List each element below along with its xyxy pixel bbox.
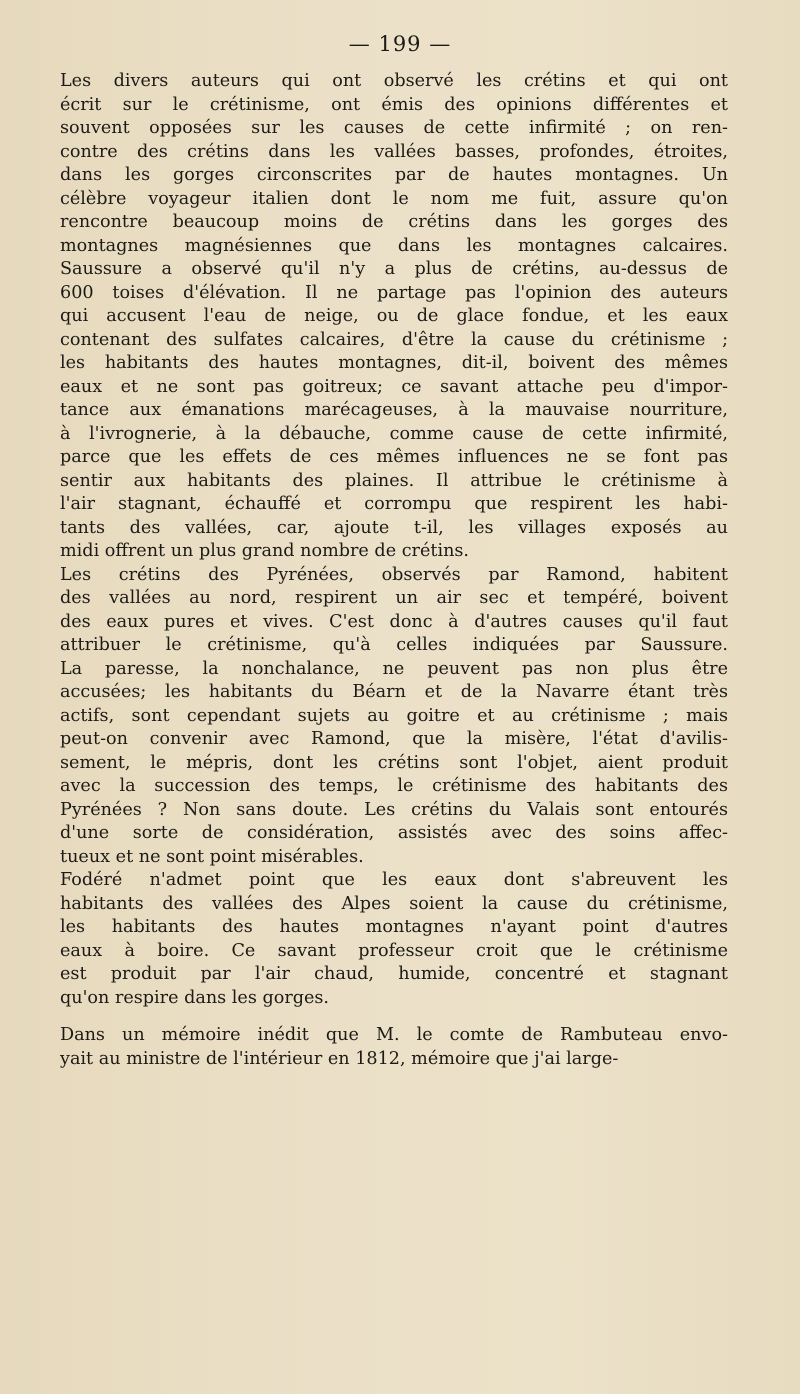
- text-line: souvent opposées sur les causes de cette infirmité ; on ren-: [60, 118, 728, 138]
- text-line: actifs, sont cependant sujets au goitre et au crétinisme ; mais: [60, 705, 728, 726]
- page-number: — 199 —: [348, 32, 452, 56]
- text-line: les habitants des hautes montagnes, dit-il, boivent des mêmes: [60, 353, 728, 373]
- text-line: peut-on convenir avec Ramond, que la misère, l'état d'avilis-: [60, 729, 728, 749]
- text-line: avec la succession des temps, le crétinisme des habitants des: [60, 776, 728, 796]
- text-line: dans les gorges circonscrites par de hautes montagnes. Un: [60, 165, 728, 185]
- text-line: qui accusent l'eau de neige, ou de glace fondue, et les eaux: [60, 306, 728, 326]
- text-line: sement, le mépris, dont les crétins sont l'objet, aient produit: [60, 752, 728, 773]
- body-text: [60, 70, 728, 1071]
- text-line: qu'on respire dans les gorges.: [60, 987, 330, 1008]
- text-line: sentir aux habitants des plaines. Il attribue le crétinisme à: [60, 470, 728, 491]
- text-line: des eaux pures et vives. C'est donc à d'autres causes qu'il faut: [60, 611, 728, 632]
- text-line: 600 toises d'élévation. Il ne partage pas l'opinion des auteurs: [60, 282, 728, 303]
- text-line: eaux et ne sont pas goitreux; ce savant attache peu d'impor-: [60, 376, 728, 397]
- text-line: célèbre voyageur italien dont le nom me fuit, assure qu'on: [60, 188, 728, 209]
- text-line: eaux à boire. Ce savant professeur croit que le crétinisme: [60, 940, 728, 961]
- text-line: La paresse, la nonchalance, ne peuvent pas non plus être: [60, 658, 728, 679]
- text-line: Les divers auteurs qui ont observé les crétins et qui ont: [60, 71, 728, 91]
- text-line: Les crétins des Pyrénées, observés par Ramond, habitent: [60, 564, 728, 585]
- paragraph-gap: [60, 1010, 728, 1024]
- text-line: l'air stagnant, échauffé et corrompu que respirent les habi-: [60, 494, 728, 514]
- text-line: midi offrent un plus grand nombre de crétins.: [60, 541, 470, 561]
- text-line: yait au ministre de l'intérieur en 1812, mémoire que j'ai large-: [60, 1048, 619, 1069]
- text-line: rencontre beaucoup moins de crétins dans les gorges des: [60, 212, 728, 232]
- text-line: est produit par l'air chaud, humide, concentré et stagnant: [60, 964, 728, 984]
- text-line: habitants des vallées des Alpes soient la cause du crétinisme,: [60, 893, 728, 914]
- text-line: accusées; les habitants du Béarn et de la Navarre étant très: [60, 682, 728, 702]
- paragraph: [60, 869, 728, 1010]
- text-line: tance aux émanations marécageuses, à la mauvaise nourriture,: [60, 400, 728, 420]
- text-line: contenant des sulfates calcaires, d'être la cause du crétinisme ;: [60, 329, 728, 350]
- text-line: montagnes magnésiennes que dans les montagnes calcaires.: [60, 235, 728, 256]
- text-line: écrit sur le crétinisme, ont émis des opinions différentes et: [60, 94, 728, 115]
- paragraph: [60, 1024, 728, 1071]
- text-line: Pyrénées ? Non sans doute. Les crétins du Valais sont entourés: [60, 799, 728, 820]
- paragraph: [60, 70, 728, 564]
- text-line: attribuer le crétinisme, qu'à celles indiquées par Saussure.: [60, 635, 728, 655]
- text-line: Dans un mémoire inédit que M. le comte de Rambuteau envo-: [60, 1025, 728, 1045]
- text-line: Saussure a observé qu'il n'y a plus de crétins, au-dessus de: [60, 259, 728, 279]
- text-line: parce que les effets de ces mêmes influences ne se font pas: [60, 447, 728, 467]
- text-line: à l'ivrognerie, à la débauche, comme cause de cette infirmité,: [60, 423, 728, 444]
- text-line: des vallées au nord, respirent un air sec et tempéré, boivent: [60, 588, 728, 608]
- text-line: les habitants des hautes montagnes n'ayant point d'autres: [60, 917, 728, 937]
- text-line: tueux et ne sont point misérables.: [60, 846, 364, 867]
- text-line: tants des vallées, car, ajoute t-il, les villages exposés au: [60, 517, 728, 538]
- text-line: Fodéré n'admet point que les eaux dont s'abreuvent les: [60, 870, 728, 890]
- paragraph: [60, 564, 728, 870]
- text-line: contre des crétins dans les vallées basses, profondes, étroites,: [60, 141, 728, 162]
- text-line: d'une sorte de considération, assistés avec des soins affec-: [60, 823, 728, 843]
